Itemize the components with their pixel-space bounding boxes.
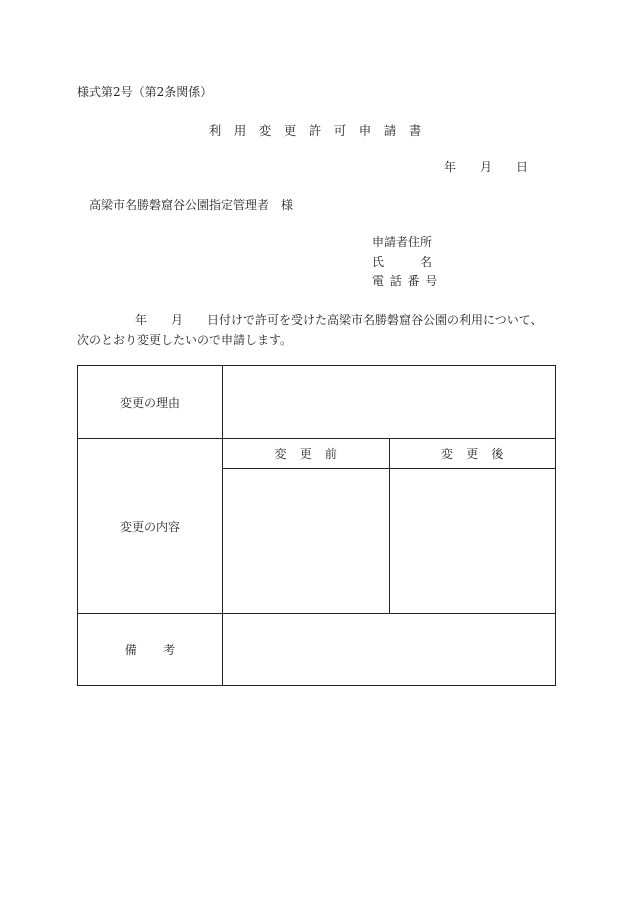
form-number-label: 様式第2号（第2条関係） xyxy=(77,85,213,99)
document-title: 利 用 変 更 許 可 申 請 書 xyxy=(208,123,422,138)
month-marker: 月 xyxy=(171,313,184,327)
remarks-label: 備考 xyxy=(124,643,202,657)
content-row xyxy=(78,439,556,614)
before-input-cell[interactable] xyxy=(223,469,389,613)
applicant-name-label: 氏 名 xyxy=(372,255,433,269)
after-input-cell[interactable] xyxy=(389,469,555,613)
applicant-address-label: 申請者住所 xyxy=(372,235,433,249)
request-statement xyxy=(77,310,553,350)
date-line: 年 月 日 xyxy=(444,160,529,174)
remarks-input-cell[interactable] xyxy=(223,614,556,686)
content-label: 変更の内容 xyxy=(119,519,180,534)
content-label-cell xyxy=(78,439,223,614)
remarks-row xyxy=(78,614,556,686)
reason-label-cell xyxy=(78,366,223,439)
before-header: 変更前 xyxy=(223,439,389,469)
reason-label: 変更の理由 xyxy=(119,395,180,410)
after-header: 変更後 xyxy=(389,439,555,469)
content-detail-cell xyxy=(223,439,556,614)
year-marker: 年 xyxy=(135,313,148,327)
addressee: 高梁市名勝磐窟谷公園指定管理者 様 xyxy=(89,198,294,212)
remarks-label-cell xyxy=(78,614,223,686)
statement-text: 日付けで許可を受けた高梁市名勝磐窟谷公園の利用について、次のとおり変更したいので申請します。 xyxy=(77,313,543,347)
reason-row xyxy=(78,366,556,439)
before-after-table xyxy=(223,439,555,613)
change-form-table xyxy=(77,365,556,686)
reason-input-cell[interactable] xyxy=(223,366,556,439)
applicant-phone-label: 電話番号 xyxy=(372,274,444,288)
